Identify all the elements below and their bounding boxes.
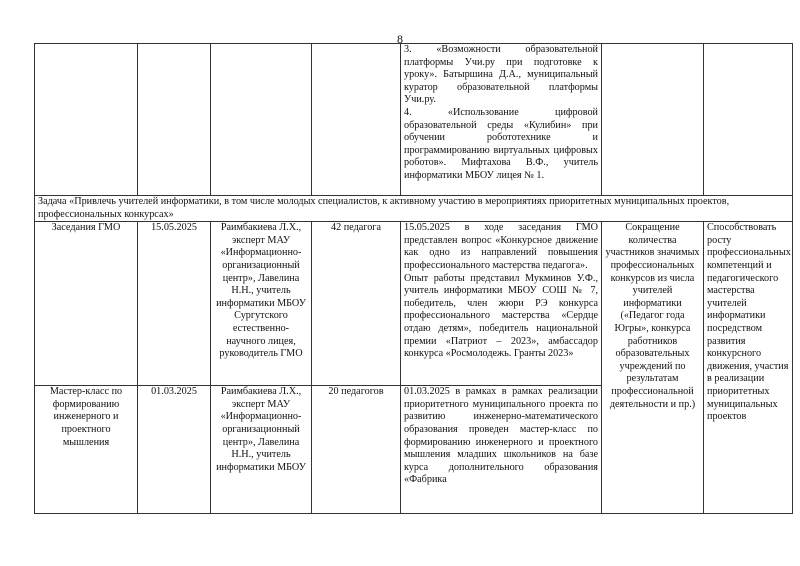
- task-heading: Задача «Привлечь учителей информатики, в том числе молодых специалистов, к активному участию в мероприятиях приоритетных муниципальных проектов, профессиональных конкурсах»: [35, 196, 793, 222]
- cell-content: [401, 222, 602, 386]
- content-item-4: 4. «Использование цифровой образовательной среды «Кулибин» при обучении робототехнике и программированию виртуальных цифровых роботов». Мифтахова В.Ф., учитель информатики МБОУ лицея № 1.: [404, 106, 598, 181]
- cell-effect-merged: Способствовать росту профессиональных компетенций и педагогического мастерства учителей информатики посредством развития конкурсного движения, участия в реализации приоритетных муниципальных проектов: [704, 222, 793, 514]
- table-row: [35, 222, 793, 386]
- cell-date: [138, 44, 211, 196]
- cell-date: 01.03.2025: [138, 386, 211, 514]
- content-paragraph: Опыт работы представил Мукминов У.Ф., учитель информатики МБОУ СОШ № 7, победитель, член жюри РЭ конкурса профессионального мастерства «Сердце отдаю детям», победитель национальной премии «Патриот – 2023», амбассадор конкурса «Росмолодежь. Гранты 2023»: [404, 272, 598, 360]
- content-item-3: 3. «Возможности образовательной платформы Учи.ру при подготовке к уроку». Батыршина Д.А., муниципальный куратор образовательной платформы Учи.ру.: [404, 44, 598, 106]
- cell-participants: 20 педагогов: [312, 386, 401, 514]
- cell-content: [401, 386, 602, 514]
- table-row-continuation: [35, 44, 793, 196]
- cell-content: [401, 44, 602, 196]
- table-row-task: [35, 196, 793, 222]
- cell-responsible: Раимбакиева Л.Х., эксперт МАУ «Информационно-организационный центр», Лавелина Н.Н., учитель информатики МБОУ: [211, 386, 312, 514]
- cell-result-merged: Сокращение количества участников значимых профессиональных конкурсов из числа учителей информатики («Педагог года Югры», конкурса работников образовательных учреждений по результатам профессиональной деятельности и пр.): [602, 222, 704, 514]
- cell-responsible: [211, 44, 312, 196]
- cell-event: Мастер-класс по формированию инженерного и проектного мышления: [35, 386, 138, 514]
- cell-responsible: Раимбакиева Л.Х., эксперт МАУ «Информационно-организационный центр», Лавелина Н.Н., учитель информатики МБОУ Сургутского естественно-научного лицея, руководитель ГМО: [211, 222, 312, 386]
- content-paragraph: 01.03.2025 в рамках в рамках реализации приоритетного муниципального проекта по развитию инженерно-математического образования проведен мастер-класс по формированию инженерного и проектного мышления младших школьников на базе курса дополнительного образования «Фабрика: [404, 386, 598, 486]
- activity-table: [34, 43, 793, 514]
- cell-event: [35, 44, 138, 196]
- cell-participants: [312, 44, 401, 196]
- cell-effect: [704, 44, 793, 196]
- content-paragraph: 15.05.2025 в ходе заседания ГМО представлен вопрос «Конкурсное движение как одно из направлений повышения профессионального мастерства педагога».: [404, 222, 598, 271]
- page-number: 8: [397, 32, 403, 46]
- cell-date: 15.05.2025: [138, 222, 211, 386]
- cell-result: [602, 44, 704, 196]
- cell-event: Заседания ГМО: [35, 222, 138, 386]
- cell-participants: 42 педагога: [312, 222, 401, 386]
